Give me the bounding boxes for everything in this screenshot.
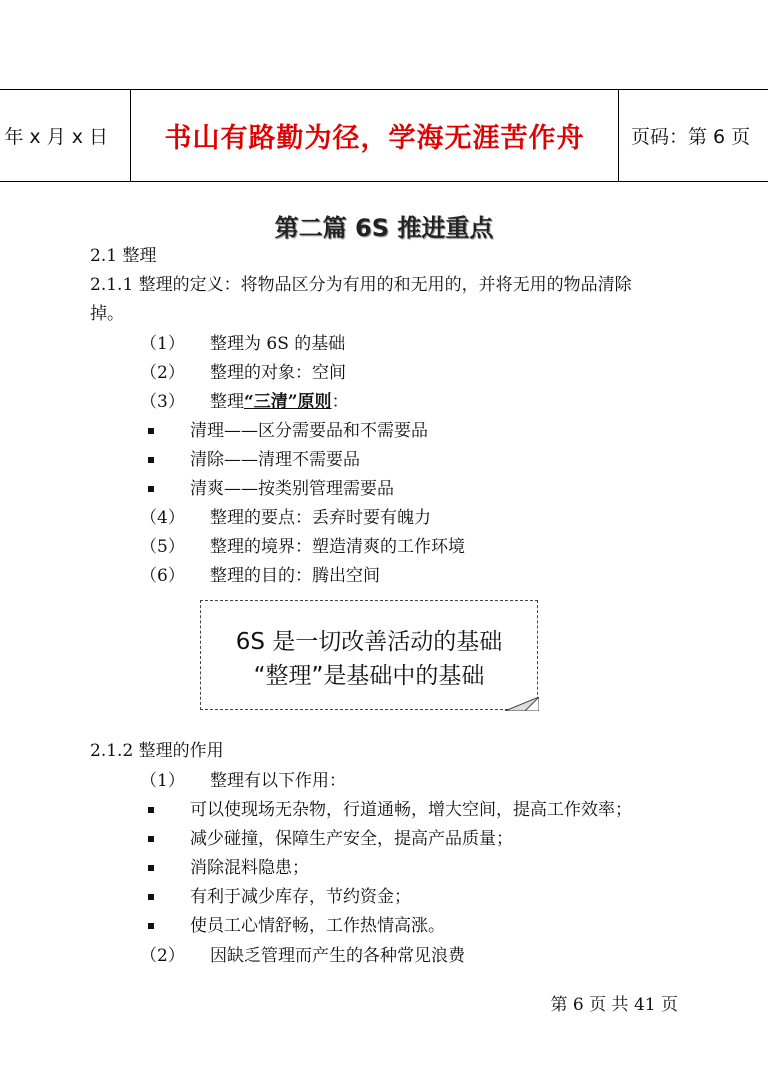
bullet-text: 有利于减少库存，节约资金； xyxy=(190,887,411,907)
header-motto: 书山有路勤为径，学海无涯苦作舟 xyxy=(131,90,619,181)
item-text: 整理的境界：塑造清爽的工作环境 xyxy=(210,537,465,557)
item-text: 整理有以下作用： xyxy=(210,771,346,791)
item-text-pre: 整理 xyxy=(210,392,244,412)
callout-line-2: “整理”是基础中的基础 xyxy=(253,663,485,689)
bullet-icon xyxy=(148,923,154,929)
definition-line-2: 掉。 xyxy=(90,304,124,324)
item-number: （1） xyxy=(140,334,185,354)
item-number: （6） xyxy=(140,566,185,586)
bullet-text: 可以使现场无杂物，行道通畅，增大空间，提高工作效率； xyxy=(190,800,632,820)
bullet-text: 清爽——按类别管理需要品 xyxy=(190,479,394,499)
item-number: （3） xyxy=(140,392,185,412)
item-text-post: ： xyxy=(331,392,349,412)
callout-box xyxy=(200,600,538,710)
bullet-text: 清除——清理不需要品 xyxy=(190,450,360,470)
item-text: 整理的对象：空间 xyxy=(210,363,346,383)
item-number: （2） xyxy=(140,363,185,383)
page-title: 第二篇 6S 推进重点 xyxy=(274,214,494,242)
bullet-text: 消除混料隐患； xyxy=(190,858,309,878)
bullet-icon xyxy=(148,894,154,900)
bullet-text: 清理——区分需要品和不需要品 xyxy=(190,421,428,441)
callout-line-1: 6S 是一切改善活动的基础 xyxy=(235,629,503,655)
bullet-text: 减少碰撞，保障生产安全，提高产品质量； xyxy=(190,829,513,849)
bullet-icon xyxy=(148,486,154,492)
item-number: （5） xyxy=(140,537,185,557)
item-text: 因缺乏管理而产生的各种常见浪费 xyxy=(210,946,465,966)
item-number: （2） xyxy=(140,946,185,966)
item-text: 整理为 6S 的基础 xyxy=(210,334,346,354)
folded-corner-icon xyxy=(505,697,539,711)
item-number: （4） xyxy=(140,508,185,528)
bullet-icon xyxy=(148,807,154,813)
definition-line-1: 2.1.1 整理的定义：将物品区分为有用的和无用的，并将无用的物品清除 xyxy=(90,275,632,295)
header-page-number: 页码：第 6 页 xyxy=(631,126,751,148)
header-date: 年 x 月 x 日 xyxy=(0,90,131,181)
bullet-icon xyxy=(148,428,154,434)
item-text: 整理的要点：丢弃时要有魄力 xyxy=(210,508,431,528)
bullet-icon xyxy=(148,457,154,463)
header-table xyxy=(0,89,768,182)
section-heading-2-1: 2.1 整理 xyxy=(90,246,157,266)
three-clear-principle: “三清”原则 xyxy=(244,392,332,412)
section-heading-2-1-2: 2.1.2 整理的作用 xyxy=(90,741,224,761)
bullet-icon xyxy=(148,836,154,842)
item-number: （1） xyxy=(140,771,185,791)
item-text: 整理的目的：腾出空间 xyxy=(210,566,380,586)
item-text-three-clear xyxy=(210,391,349,413)
page-footer: 第 6 页 共 41 页 xyxy=(550,995,678,1015)
bullet-icon xyxy=(148,865,154,871)
bullet-text: 使员工心情舒畅，工作热情高涨。 xyxy=(190,916,445,936)
